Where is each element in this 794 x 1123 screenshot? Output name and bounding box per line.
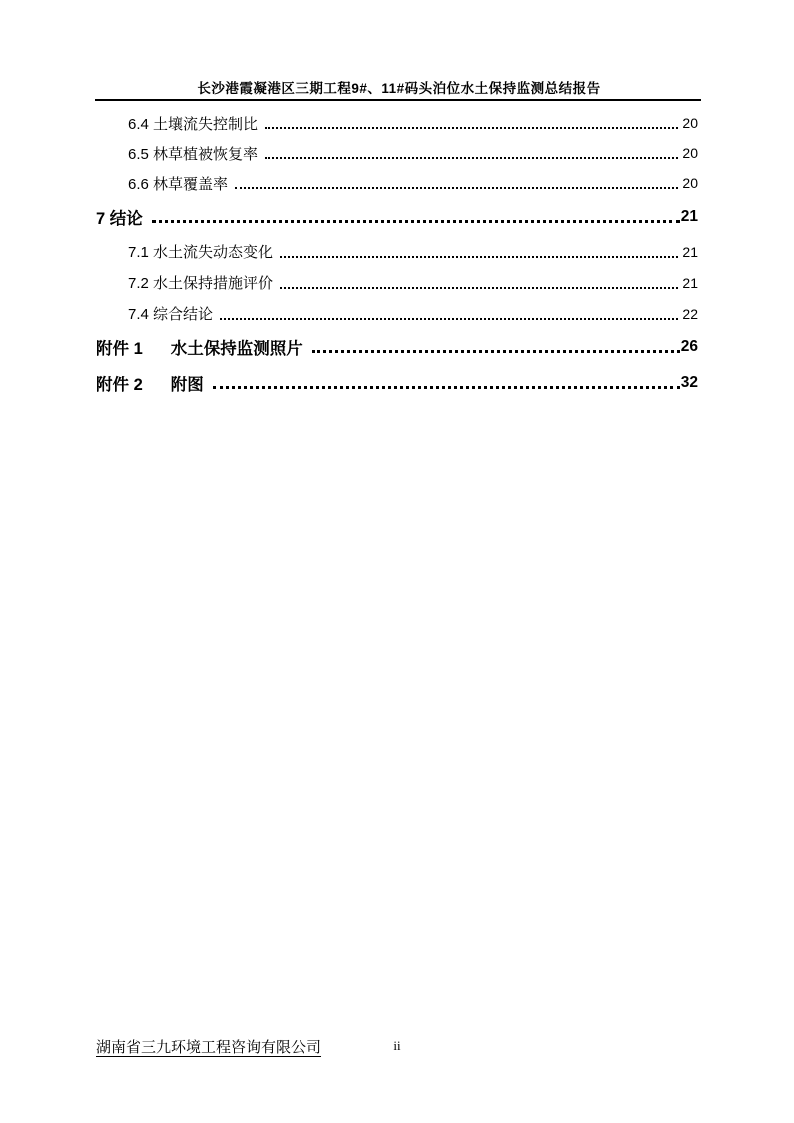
toc-page-number: 20	[682, 145, 698, 161]
toc-page-number: 26	[680, 338, 698, 355]
toc-entry[interactable]	[96, 138, 698, 168]
toc-entry[interactable]	[96, 329, 698, 365]
dot-leader	[312, 350, 680, 353]
dot-leader	[152, 220, 680, 223]
toc-entry-label: 7.1 水土流失动态变化	[128, 244, 274, 261]
dot-leader	[235, 187, 678, 189]
toc-entry-label: 6.5 林草植被恢复率	[128, 145, 259, 163]
dot-leader	[265, 157, 678, 159]
toc-page-number: 22	[682, 305, 698, 322]
toc-entry-label: 6.6 林草覆盖率	[128, 175, 229, 193]
toc-page-number: 32	[680, 374, 698, 391]
table-of-contents	[96, 108, 698, 401]
dot-leader	[265, 127, 678, 129]
toc-page-number: 21	[682, 243, 698, 260]
toc-entry-label: 6.4 土壤流失控制比	[128, 115, 259, 133]
toc-page-number: 20	[682, 175, 698, 191]
toc-entry-title: 水土保持监测照片	[170, 340, 303, 358]
toc-entry-label: 7.4 综合结论	[128, 306, 214, 323]
footer-page-number: ii	[393, 1038, 401, 1053]
footer-company-name: 湖南省三九环境工程咨询有限公司	[96, 1039, 322, 1056]
toc-entry-label: 7 结论	[96, 210, 143, 228]
dot-leader	[280, 256, 678, 258]
toc-entry-title: 附图	[170, 376, 204, 394]
toc-entry[interactable]	[96, 298, 698, 329]
toc-page-number: 21	[682, 274, 698, 291]
toc-page-number: 21	[680, 208, 698, 225]
dot-leader	[220, 318, 678, 320]
toc-entry[interactable]	[96, 236, 698, 267]
toc-entry[interactable]	[96, 365, 698, 401]
header-title: 长沙港霞凝港区三期工程9#、11#码头泊位水土保持监测总结报告	[197, 81, 601, 96]
toc-entry-label: 7.2 水土保持措施评价	[128, 275, 274, 292]
toc-entry[interactable]	[96, 267, 698, 298]
dot-leader	[213, 386, 680, 389]
toc-entry[interactable]	[96, 168, 698, 198]
toc-entry[interactable]	[96, 108, 698, 138]
header-rule	[95, 99, 701, 101]
toc-entry-label: 附件 1	[96, 340, 143, 358]
toc-page-number: 20	[682, 115, 698, 131]
dot-leader	[280, 287, 678, 289]
toc-entry[interactable]	[96, 198, 698, 236]
toc-entry-label: 附件 2	[96, 376, 143, 394]
